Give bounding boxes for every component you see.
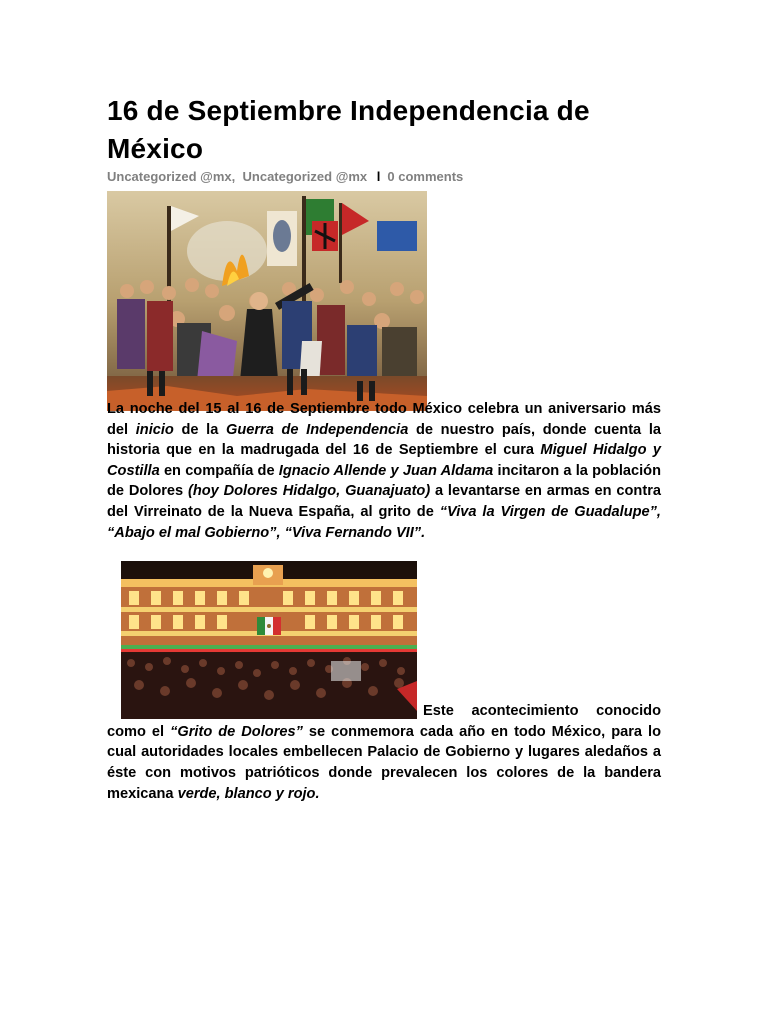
italic-segment: inicio <box>135 421 174 438</box>
text-segment: La noche del 15 al 16 de Septiembre todo México celebra un aniversario más del <box>107 401 661 438</box>
category-link-1[interactable]: Uncategorized @mx <box>107 169 232 184</box>
comments-link[interactable]: 0 comments <box>387 169 464 184</box>
article-section-2 <box>107 561 661 804</box>
italic-segment: (hoy Dolores Hidalgo, Guanajuato) <box>187 483 431 500</box>
category-link-2[interactable]: Uncategorized @mx <box>242 169 368 184</box>
mural-painting-image <box>107 191 427 411</box>
night-plaza-celebration-image <box>121 561 417 719</box>
meta-separator: l <box>376 169 381 184</box>
plaza-image-wrapper <box>121 561 417 719</box>
mural-image-wrapper <box>107 191 427 411</box>
text-segment: en compañía de <box>159 462 279 479</box>
italic-segment: Miguel Hidalgo y Costilla <box>107 442 661 479</box>
italic-segment: “Viva la Virgen de Guadalupe”, “Abajo el mal Gobierno”, “Viva Fernando VII”. <box>107 503 661 541</box>
text-segment: Este acontecimiento conocido como el <box>107 703 661 740</box>
article-section-1 <box>107 191 661 543</box>
italic-segment: Ignacio Allende y Juan Aldama <box>278 462 494 479</box>
article-title: 16 de Septiembre Independencia de México <box>107 95 590 164</box>
italic-segment: “Grito de Dolores” <box>170 723 303 740</box>
article-meta <box>107 168 661 185</box>
text-segment: a levantarse en armas en contra del Virreinato de la Nueva España, al grito de <box>107 483 661 520</box>
italic-segment: verde, blanco y rojo. <box>177 785 320 802</box>
text-segment: de nuestro país, donde cuenta la historia que en la madrugada del 16 de Septiembre el cura <box>107 421 661 459</box>
text-segment: incitaron a la población de Dolores <box>107 462 662 500</box>
italic-segment: Guerra de Independencia <box>225 421 409 438</box>
text-segment: se conmemora cada año en todo México, para lo cual autoridades locales embellecen Palacio de Gobierno y lugares aledaños a éste con motivos patrióticos donde prevalecen los colores de la bandera mexicana <box>107 723 661 802</box>
text-segment: de la <box>173 421 226 438</box>
meta-comma: , <box>231 169 236 184</box>
